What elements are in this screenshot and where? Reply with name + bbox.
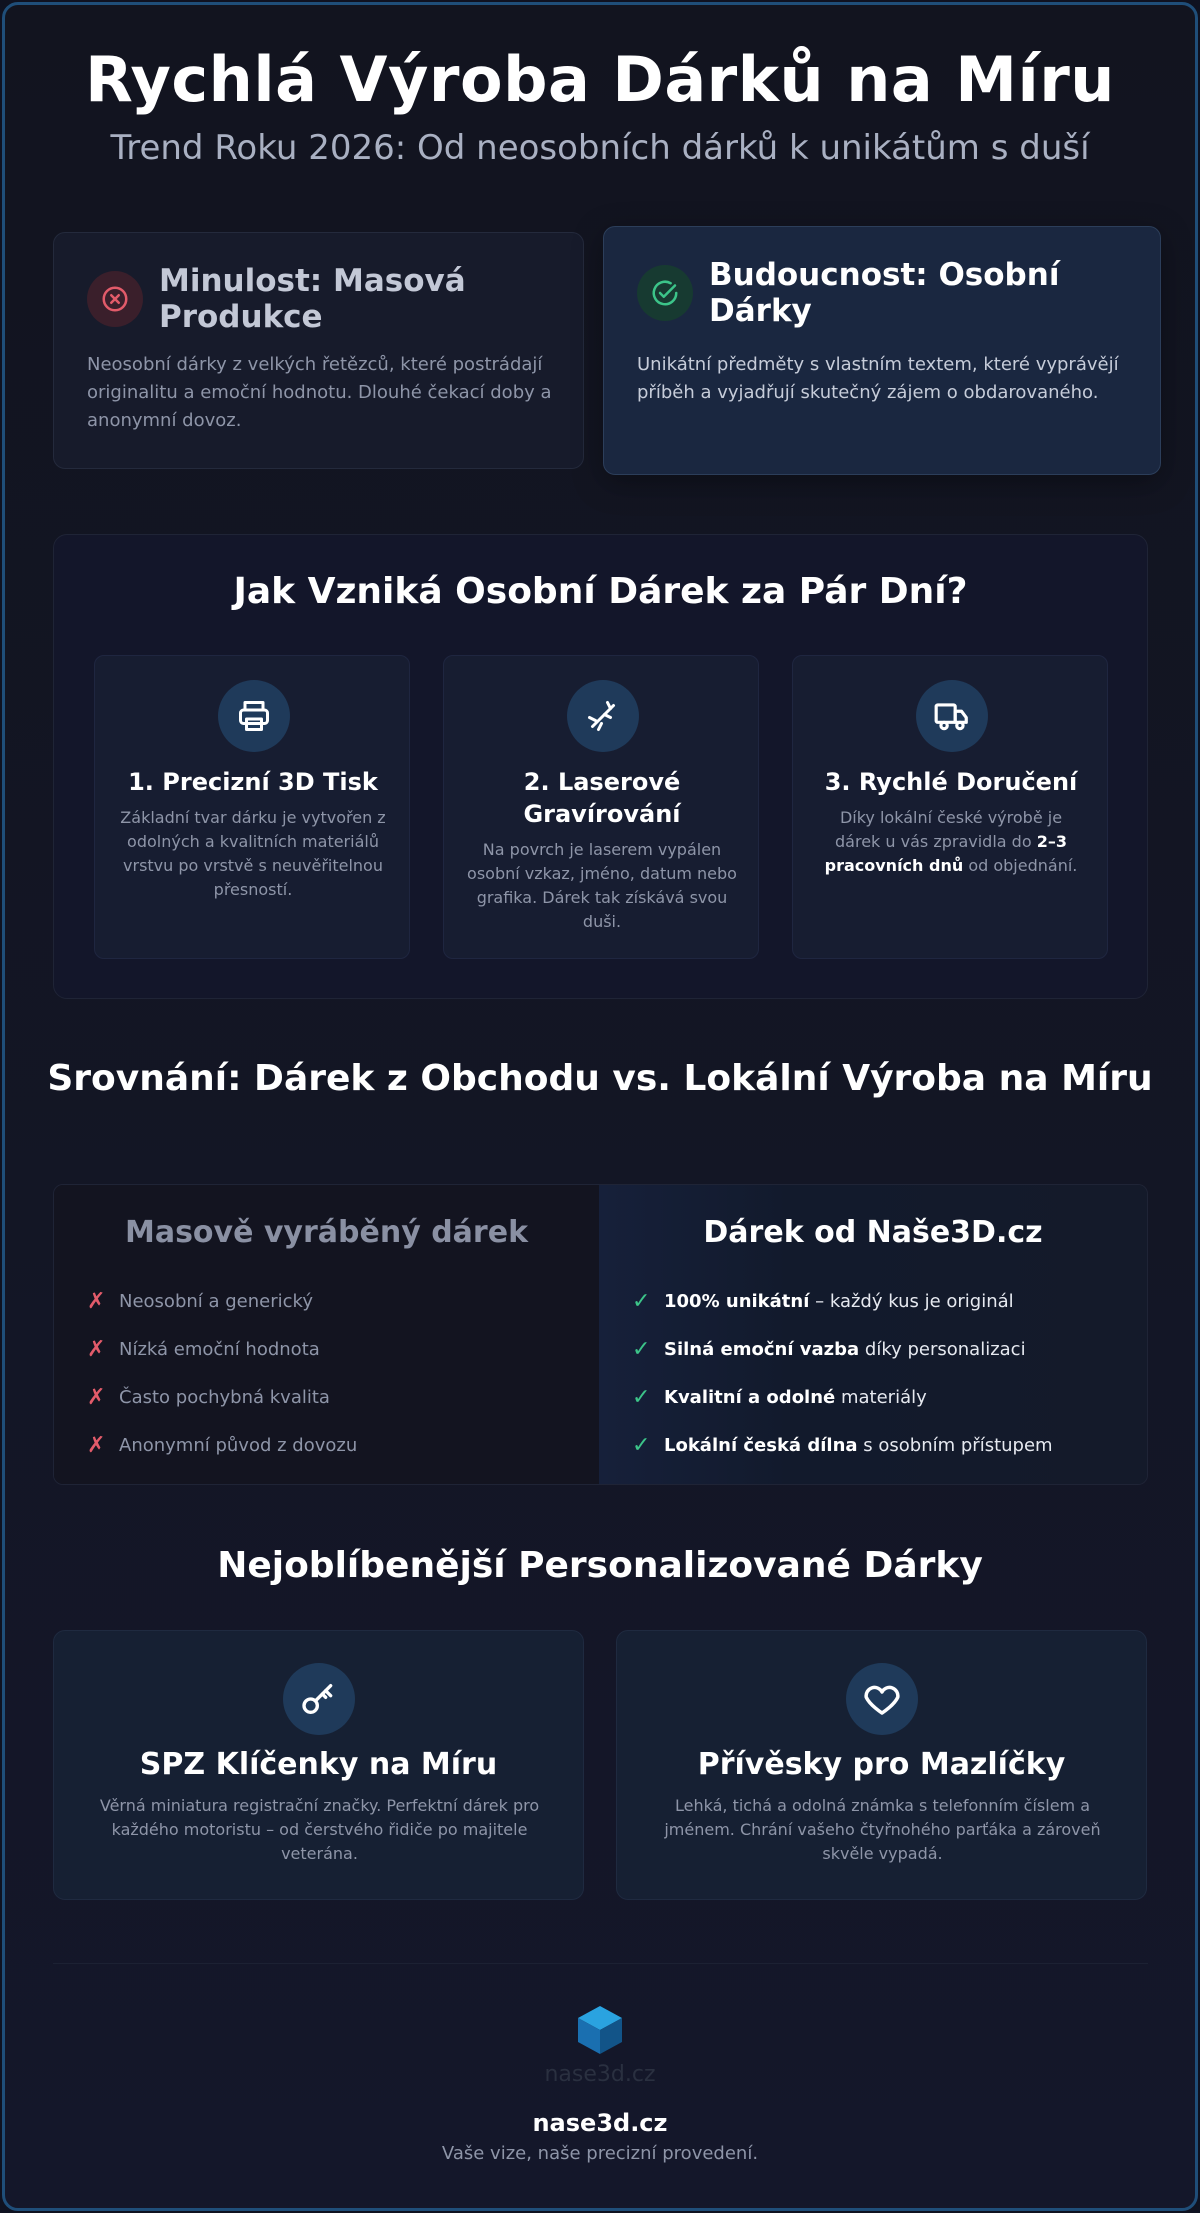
heart-icon (846, 1663, 918, 1735)
product-card-keychain (53, 1630, 584, 1900)
check-icon: ✓ (632, 1336, 651, 1362)
product-title: Přívěsky pro Mazlíčky (697, 1747, 1066, 1782)
comparison-left-title: Masově vyráběný dárek (124, 1215, 529, 1250)
laser-icon (567, 680, 639, 752)
comparison-title: Srovnání: Dárek z Obchodu vs. Lokální Výroba na Míru (47, 1058, 1153, 1099)
cross-icon: ✗ (87, 1384, 106, 1410)
footer (0, 2000, 1200, 2164)
step-title: 1. Precizní 3D Tisk (128, 768, 378, 796)
printer-icon (218, 680, 290, 752)
step-card-laser (443, 655, 759, 959)
past-card (53, 232, 584, 469)
check-icon: ✓ (632, 1288, 651, 1314)
product-text: Věrná miniatura registrační značky. Perfektní dárek pro každého motoristu – od čerstvého řidiče po majitele veterána. (99, 1796, 540, 1863)
step-title: 3. Rychlé Doručení (824, 768, 1078, 796)
x-circle-icon (87, 271, 143, 327)
past-title: Minulost: Masová Produkce (159, 263, 466, 335)
cross-icon: ✗ (87, 1432, 106, 1458)
step-card-delivery (792, 655, 1108, 959)
truck-icon (916, 680, 988, 752)
comparison-left-column (54, 1185, 599, 1484)
future-card (603, 226, 1161, 475)
future-text: Unikátní předměty s vlastním textem, které vyprávějí příběh a vyjadřují skutečný zájem o obdarovaného. (637, 354, 1119, 403)
hero-header (0, 40, 1200, 170)
comparison-right-column (599, 1185, 1147, 1484)
step-text: Základní tvar dárku je vytvořen z odolných a kvalitních materiálů vrstvu po vrstvě s neuvěřitelnou přesností. (120, 808, 386, 899)
page-title: Rychlá Výroba Dárků na Míru (85, 43, 1115, 116)
step-text: Na povrch je laserem vypálen osobní vzkaz, jméno, datum nebo grafika. Dárek tak získává svou duši. (467, 840, 737, 931)
future-title: Budoucnost: Osobní Dárky (709, 257, 1060, 329)
list-item: ✗ Neosobní a generický (87, 1288, 313, 1314)
product-text: Lehká, tichá a odolná známka s telefonním číslem a jménem. Chrání vašeho čtyřnohého parťáka a zároveň skvěle vypadá. (664, 1796, 1101, 1863)
list-item: ✗ Nízká emoční hodnota (87, 1336, 320, 1362)
past-text: Neosobní dárky z velkých řetězců, které postrádají originalitu a emoční hodnotu. Dlouhé čekací doby a anonymní dovoz. (87, 354, 552, 431)
process-section (53, 534, 1148, 999)
footer-tagline: Vaše vize, naše precizní provedení. (441, 2143, 759, 2164)
step-title: 2. Laserové Gravírování (523, 768, 681, 828)
key-icon (283, 1663, 355, 1735)
logo-watermark: nase3d.cz (544, 2062, 656, 2087)
list-item: ✓ Silná emoční vazba díky personalizaci (632, 1336, 1026, 1362)
comparison-right-title: Dárek od Naše3D.cz (703, 1215, 1043, 1250)
page-subtitle: Trend Roku 2026: Od neosobních dárků k unikátům s duší (110, 128, 1090, 168)
popular-title: Nejoblíbenější Personalizované Dárky (217, 1545, 983, 1586)
footer-divider (53, 1963, 1148, 1964)
footer-brand: nase3d.cz (532, 2109, 668, 2137)
process-title: Jak Vzniká Osobní Dárek za Pár Dní? (233, 571, 968, 612)
list-item: ✓ Kvalitní a odolné materiály (632, 1384, 927, 1410)
check-icon: ✓ (632, 1384, 651, 1410)
list-item: ✗ Anonymní původ z dovozu (87, 1432, 358, 1458)
product-title: SPZ Klíčenky na Míru (139, 1747, 498, 1782)
step-text: Díky lokální české výrobě je dárek u vás zpravidla do 2–3 pracovních dnů od objednání. (824, 808, 1078, 875)
cross-icon: ✗ (87, 1336, 106, 1362)
cube-icon (570, 2000, 630, 2060)
step-card-3d-print (94, 655, 410, 959)
list-item: ✗ Často pochybná kvalita (87, 1384, 330, 1410)
check-icon: ✓ (632, 1432, 651, 1458)
comparison-table (53, 1184, 1148, 1485)
list-item: ✓ Lokální česká dílna s osobním přístupem (632, 1432, 1053, 1458)
list-item: ✓ 100% unikátní – každý kus je originál (632, 1288, 1014, 1314)
product-card-pet-tag (616, 1630, 1147, 1900)
check-circle-icon (637, 265, 693, 321)
cross-icon: ✗ (87, 1288, 106, 1314)
